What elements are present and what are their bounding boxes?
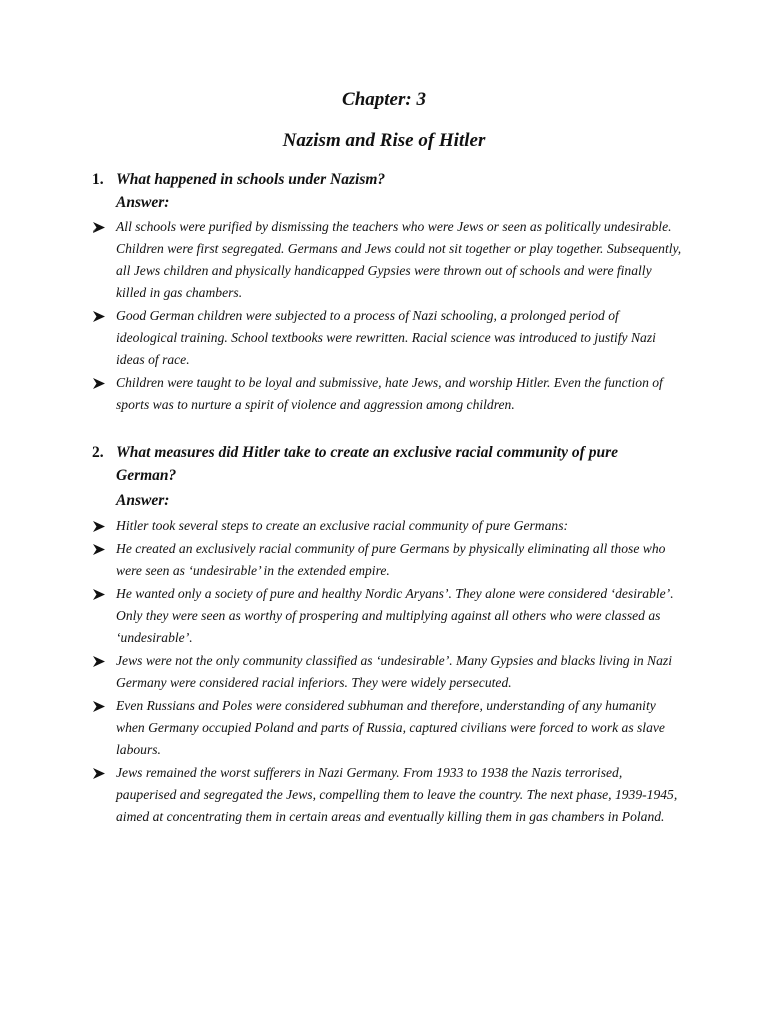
arrowhead-bullet-icon bbox=[92, 378, 105, 389]
answer-list-2 bbox=[92, 515, 682, 829]
answer-list-1 bbox=[92, 216, 682, 417]
question-text: What measures did Hitler take to create an exclusive racial community of pure German? bbox=[116, 444, 619, 484]
answer-label: Answer: bbox=[116, 492, 170, 509]
bullet-text: Jews remained the worst sufferers in Nazi Germany. From 1933 to 1938 the Nazis terrorised, pauperised and segregated the Jews, compelling them to leave the country. The next phase, 1939-1945, aimed at concentrating them in certain areas and eventually killing them in gas chambers in Poland. bbox=[116, 765, 678, 824]
arrowhead-bullet-icon bbox=[92, 521, 105, 532]
list-item bbox=[92, 515, 682, 537]
question-text: What happened in schools under Nazism? bbox=[116, 171, 386, 188]
bullet-text: Good German children were subjected to a process of Nazi schooling, a prolonged period of ideological training. School textbooks were rewritten. Racial science was introduced to justify Nazi ideas of race. bbox=[116, 308, 656, 367]
bullet-text: Hitler took several steps to create an exclusive racial community of pure Germans: bbox=[116, 518, 569, 533]
chapter-subtitle: Nazism and Rise of Hitler bbox=[282, 130, 486, 151]
question-2 bbox=[92, 441, 672, 487]
list-item bbox=[92, 216, 682, 304]
list-item bbox=[92, 762, 682, 828]
list-item bbox=[92, 695, 682, 761]
arrowhead-bullet-icon bbox=[92, 311, 105, 322]
bullet-text: All schools were purified by dismissing the teachers who were Jews or seen as politically undesirable. Children were first segregated. Germans and Jews could not sit together or play together. Subsequently, all Jews children and physically handicapped Gypsies were thrown out of schools and were finally killed in gas chambers. bbox=[116, 219, 682, 300]
question-number: 1. bbox=[92, 171, 104, 188]
bullet-text: Even Russians and Poles were considered subhuman and therefore, understanding of any humanity when Germany occupied Poland and parts of Russia, captured civilians were forced to work as slave labours. bbox=[116, 698, 665, 757]
list-item bbox=[92, 372, 682, 416]
list-item bbox=[92, 538, 682, 582]
question-1 bbox=[92, 168, 672, 191]
arrowhead-bullet-icon bbox=[92, 222, 105, 233]
arrowhead-bullet-icon bbox=[92, 589, 105, 600]
arrowhead-bullet-icon bbox=[92, 656, 105, 667]
bullet-text: Children were taught to be loyal and submissive, hate Jews, and worship Hitler. Even the function of sports was to nurture a spirit of violence and aggression among children. bbox=[116, 375, 663, 412]
list-item bbox=[92, 650, 682, 694]
answer-label: Answer: bbox=[116, 194, 170, 211]
chapter-title: Chapter: 3 bbox=[342, 89, 426, 110]
list-item bbox=[92, 583, 682, 649]
bullet-text: He created an exclusively racial community of pure Germans by physically eliminating all those who were seen as ‘undesirable’ in the extended empire. bbox=[116, 541, 666, 578]
arrowhead-bullet-icon bbox=[92, 701, 105, 712]
arrowhead-bullet-icon bbox=[92, 544, 105, 555]
bullet-text: He wanted only a society of pure and healthy Nordic Aryans’. They alone were considered ‘desirable’. Only they were seen as worthy of prospering and multiplying against all others who were classed as ‘undesirable’. bbox=[116, 586, 674, 645]
question-number: 2. bbox=[92, 444, 104, 461]
arrowhead-bullet-icon bbox=[92, 768, 105, 779]
list-item bbox=[92, 305, 682, 371]
bullet-text: Jews were not the only community classified as ‘undesirable’. Many Gypsies and blacks living in Nazi Germany were considered racial inferiors. They were widely persecuted. bbox=[116, 653, 672, 690]
